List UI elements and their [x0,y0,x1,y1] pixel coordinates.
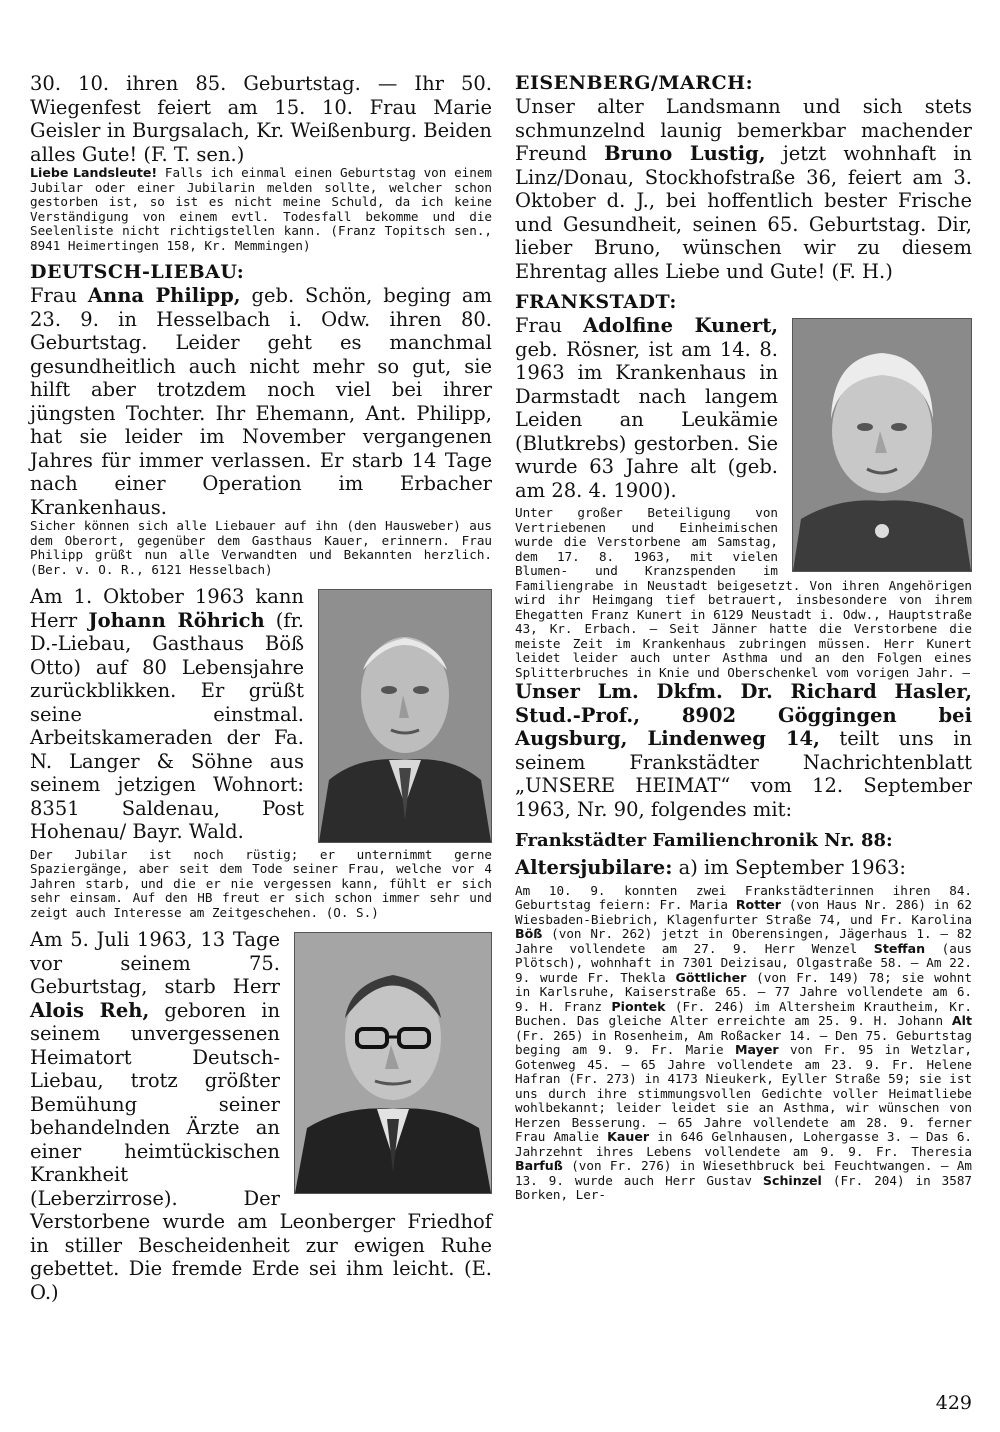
person-name: Alois Reh, [30,998,150,1022]
heading-familienchronik: Frankstädter Familienchronik Nr. 88: [515,830,893,851]
person-surname: Mayer [734,1042,779,1057]
text: (von Nr. 262) jetzt in Oberensingen, Jägerhaus 1. — 82 Jahre vollendete am 27. 9. Herr Wenzel [515,926,972,956]
heading-deutsch-liebau: DEUTSCH-LIEBAU: [30,261,245,283]
text: von Fr. 95 in Wetzlar, Gotenweg 45. — 65 Jahre vollendete am 23. 9. Fr. Helene Hafran (Fr. 273) in 4173 Nieukerk, Eyller Straße 59; sie ist uns durch ihre stimmungsvollen Gedichte voller Heimatliebe wohlbekannt; leider leidet sie an Asthma, wir wünschen von Herzen Besserung. — 65 Jahre vollendete am 28. 9. ferner Frau Amalie [515,1042,972,1144]
text: Am 5. Juli 1963, 13 Tage vor seinem 75. Geburtstag, starb Herr [30,928,280,998]
person-name: Anna Philipp, [87,284,241,307]
portrait-image [319,590,491,842]
heading-eisenberg-march: EISENBERG/MARCH: [515,72,754,94]
person-surname: Piontek [611,998,666,1014]
left-column [30,72,492,1304]
person-surname: Rotter [735,897,781,912]
right-column [515,72,972,1203]
text: (aus Plötsch), wohnhaft in 7301 Deizisau, Olgastraße 58. — Am 22. 9. wurde Fr. Thekla [515,940,972,985]
text: (Fr. 204) in 3587 Borken, Ler- [515,1172,972,1202]
person-surname: Steffan [873,940,926,956]
text: in 646 Gelnhausen, Lohergasse 3. — Das 6. Jahrzehnt ihres Lebens vollendete am 9. 9. Fr. Theresia [515,1129,972,1159]
article-lustig [515,95,972,283]
text: Frau [30,284,88,307]
person-name: Bruno Lustig, [604,142,766,165]
portrait-image [295,933,491,1193]
article-philipp [30,284,492,519]
text: geb. Schön, beging am 23. 9. in Hesselbach i. Odw. ihren 80. Geburtstag. Leider geht es manchmal gesundheitlich auch nicht mehr so gut, sie hilft aber trotzdem noch viel bei ihrer jüngsten Tochter. Ihr Ehemann, Ant. Philipp, hat sie leider im November vergangenen Jahres für immer verlassen. Er starb 14 Tage nach einer Operation im Erbacher Krankenhaus. [30,284,492,519]
person-name: Johann Röhrich [88,608,265,632]
page-number: 429 [935,1392,972,1414]
article-geisler: 30. 10. ihren 85. Geburtstag. — Ihr 50. Wiegenfest feiert am 15. 10. Frau Marie Geisler in Burgsalach, Kr. Weißenburg. Beiden alles Gute! (F. T. sen.) [30,72,492,166]
person-surname: Kauer [607,1129,650,1144]
article-hasler [515,680,972,821]
article-philipp-note: Sicher können sich alle Liebauer auf ihn (den Hausweber) aus dem Oberort, gegenüber dem Gasthaus Kauer, erinnern. Frau Philipp grüßt nun alle Verwandten und Bekannten herzlich. (Ber. v. O. R., 6121 Hesselbach) [30,518,492,577]
text: (fr. D.-Liebau, Gasthaus Böß Otto) auf 80 Lebensjahre zurückblikken. Er grüßt seine einstmal. Arbeitskameraden der Fa. N. Langer & Söhne aus seinem jetzigen Wohnort: 8351 Saldenau, Post Hohenau/ Bayr. Wald. [30,608,305,843]
article-kunert-note: Unter großer Beteiligung von Vertriebenen und Einheimischen wurde die Verstorbene am Samstag, dem 17. 8. 1963, mit vielen Blumen- und Kranzspenden im Familiengrabe in Neustadt beigesetzt. Von ihren Angehörigen wird ihr Heimgang tief betrauert, insbesondere von ihrem Ehegatten Franz Kunert in 6129 Neustadt i. Odw., Hauptstraße 43, Kr. Erbach. — Seit Jänner hatte die Verstorbene die meiste Zeit im Krankenhaus zubringen müssen. Herr Kunert leidet leider auch unter Asthma und an den Folgen eines Splitterbruches in Knie und Oberschenkel vom vorigen Jahr. — [515,505,972,680]
portrait-photo-reh [294,932,492,1194]
text: (Fr. 246) im Altersheim Krautheim, Kr. Buchen. Das gleiche Alter erreichte am 25. 9. H. Johann [515,998,972,1028]
person-surname: Alt [951,1013,972,1028]
portrait-photo-kunert [792,318,972,572]
person-surname: Barfuß [515,1158,563,1173]
text: teilt uns in seinem Frankstädter Nachrichtenblatt „UNSERE HEIMAT“ vom 12. September 1963, Nr. 90, folgendes mit: [515,727,973,821]
text: (von Haus Nr. 286) in 62 Wiesbaden-Biebrich, Klagenfurter Straße 74, und Fr. Karolina [515,897,972,927]
note-topitsch [30,166,492,253]
text: jetzt wohnhaft in Linz/Donau, Stockhofstraße 36, feiert am 3. Oktober d. J., bei hoffentlich bester Frische und Gesundheit, seinen 65. Geburtstag. Dir, lieber Bruno, wünschen wir zu diesem Ehrentag alles Liebe und Gute! (F. H.) [515,142,972,283]
person-surname: Schinzel [762,1172,822,1188]
text: Am 1. Oktober 1963 kann Herr [30,585,304,632]
person-name: Adolfine Kunert, [583,314,778,337]
person-surname: Böß [515,926,543,941]
article-reh-block [30,928,492,1304]
text: (von Fr. 276) in Wiesethbruck bei Feuchtwangen. — Am 13. 9. wurde auch Herr Gustav [515,1158,972,1188]
article-kunert-block [515,314,972,680]
note-body: Falls ich einmal einen Geburtstag von einem Jubilar oder einer Jubilarin melden sollte, welcher schon gestorben ist, so ist es nicht meine Schuld, da ich keine Verständigung von einem evtl. Todesfall bekomme und die Seelenliste nicht richtigstellen kann. (Franz Topitsch sen., 8941 Heimertingen 158, Kr. Memmingen) [30,165,492,253]
text: (von Fr. 149) 78; sie wohnt in Karlsruhe, Kaiserstraße 65. — 77 Jahre vollendete am 6. 9. H. Franz [515,969,972,1014]
portrait-photo-roehrich [318,589,492,843]
heading-frankstadt: FRANKSTADT: [515,291,677,313]
person-name: Unser Lm. Dkfm. Dr. Richard Hasler, Stud.-Prof., 8902 Göggingen bei Augsburg, Lindenweg 14, [515,680,972,750]
subheading-altersjubilare [515,856,972,880]
portrait-image [793,319,971,571]
text: geboren in seinem unvergessenen Heimatort Deutsch-Liebau, trotz größter Bemühung seiner behandelnden Ärzte an einer heimtückischen Krankheit (Leberzirrose). Der Verstorbene wurde am Leonberger Friedhof in stiller Bescheidenheit zur ewigen Ruhe gebettet. Die fremde Erde sei ihm leicht. (E. O.) [30,998,492,1304]
person-surname: Göttlicher [675,969,747,985]
text: Am 10. 9. konnten zwei Frankstädterinnen ihren 84. Geburtstag feiern: Fr. Maria [515,882,972,912]
chronik-list [515,884,972,1203]
text: Unser alter Landsmann und sich stets schmunzelnd launig bemerkbar machender Freund [515,95,972,165]
subheading-lead: Altersjubilare: [515,856,673,879]
text: a) im September 1963: [672,856,906,879]
text: (Fr. 265) in Rosenheim, Am Roßacker 14. — Den 75. Geburtstag beging am 9. 9. Fr. Marie [515,1027,972,1057]
article-roehrich-block [30,585,492,844]
note-lead: Liebe Landsleute! [30,165,158,180]
text: Frau [515,314,584,337]
text: geb. Rösner, ist am 14. 8. 1963 im Krankenhaus in Darmstadt nach langem Leiden an Leukämie (Blutkrebs) gestorben. Sie wurde 63 Jahre alt (geb. am 28. 4. 1900). [515,337,778,502]
article-roehrich-note: Der Jubilar ist noch rüstig; er unternimmt gerne Spaziergänge, aber seit dem Tode seiner Frau, welche vor 4 Jahren starb, und die er nie vergessen kann, fühlt er sich sehr einsam. Auf den HB freut er sich schon immer sehr und zeigt auch Interesse am Zeitgeschehen. (O. S.) [30,846,492,920]
